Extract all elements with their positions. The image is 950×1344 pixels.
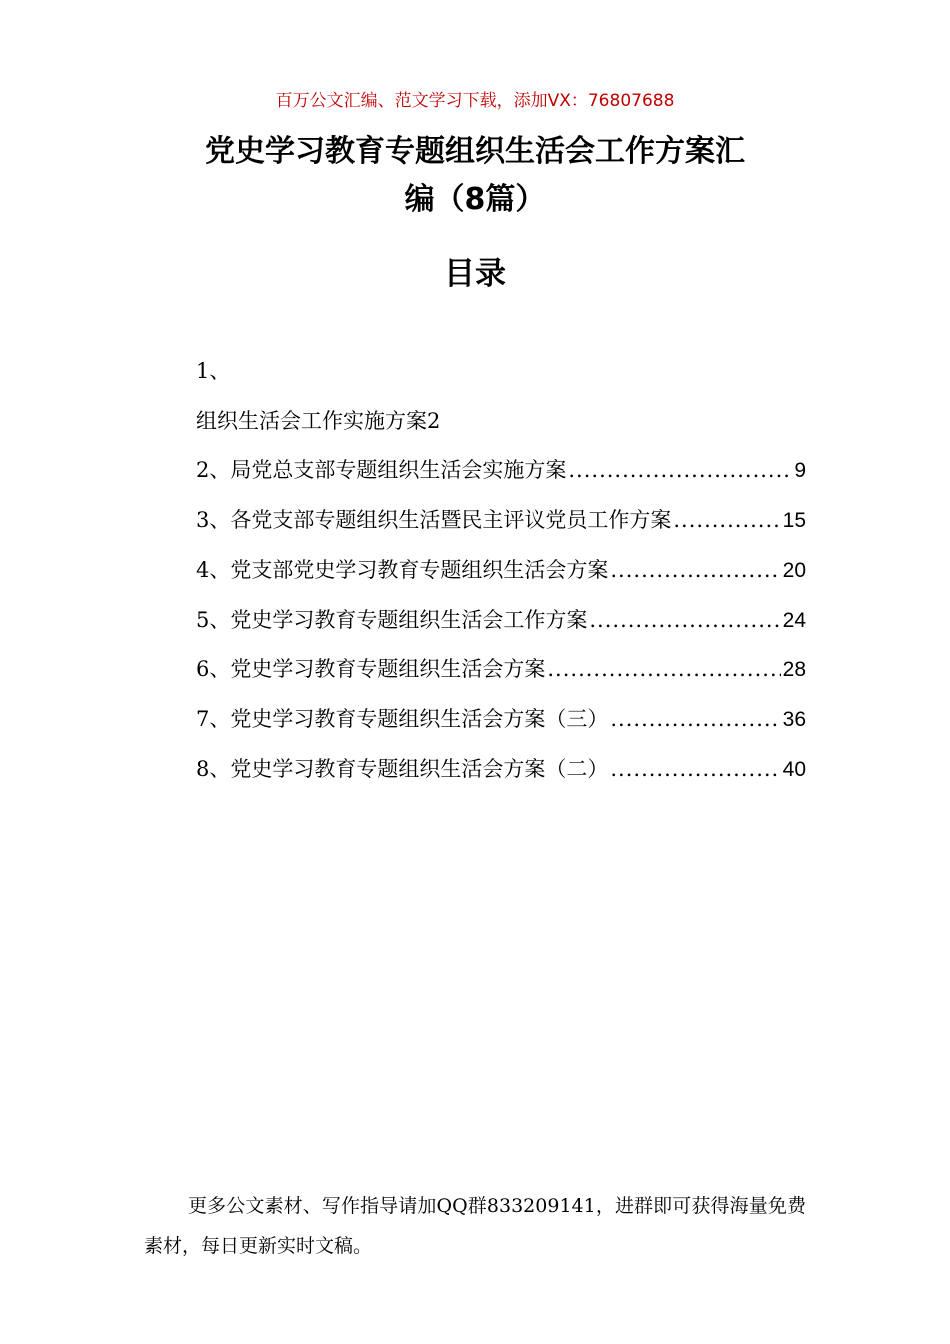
toc-item-number: 8、 <box>196 757 231 781</box>
toc-item-text: 党支部党史学习教育专题组织生活会方案 <box>230 558 609 582</box>
toc-item-number: 5、 <box>196 608 231 632</box>
toc-item-1-page: 2 <box>427 409 441 433</box>
toc-item-number: 2、 <box>196 458 231 482</box>
toc-item-page: 24 <box>782 609 806 632</box>
toc-item-6[interactable] <box>196 654 806 685</box>
toc-item-page: 15 <box>782 509 806 532</box>
toc-leader-dots <box>673 505 780 535</box>
toc-item-text: 党史学习教育专题组织生活会方案 <box>230 657 546 681</box>
footer-note: 更多公文素材、写作指导请加QQ群833209141，进群即可获得海量免费素材，每日更新实时文稿。 <box>144 1195 806 1257</box>
promo-banner: 百万公文汇编、范文学习下载，添加VX：76807688 <box>275 91 675 111</box>
document-title <box>150 128 800 224</box>
toc-item-page: 20 <box>782 559 806 582</box>
toc-item-text: 党史学习教育专题组织生活会方案（二） <box>230 757 609 781</box>
toc-leader-dots <box>589 605 780 635</box>
toc-item-text: 局党总支部专题组织生活会实施方案 <box>230 458 567 482</box>
toc-item-text: 各党支部专题组织生活暨民主评议党员工作方案 <box>230 508 672 532</box>
toc-leader-dots <box>568 455 792 485</box>
toc-item-3[interactable] <box>196 505 806 536</box>
toc-item-2[interactable] <box>196 455 806 486</box>
toc-item-number: 4、 <box>196 558 231 582</box>
toc-item-text: 党史学习教育专题组织生活会方案（三） <box>230 707 609 731</box>
toc-item-7[interactable] <box>196 704 806 735</box>
toc-item-1-number: 1、 <box>196 359 231 383</box>
toc-item-page: 28 <box>782 658 806 681</box>
title-line-1: 党史学习教育专题组织生活会工作方案汇 <box>205 134 745 169</box>
toc-item-text: 党史学习教育专题组织生活会工作方案 <box>230 608 588 632</box>
toc-leader-dots <box>610 555 780 585</box>
toc-item-8[interactable] <box>196 754 806 785</box>
toc-item-number: 3、 <box>196 508 231 532</box>
toc-item-4[interactable] <box>196 555 806 586</box>
toc-leader-dots <box>610 704 780 734</box>
toc-leader-dots <box>610 754 780 784</box>
toc-item-page: 9 <box>794 459 806 482</box>
toc-item-page: 40 <box>782 758 806 781</box>
toc-item-number: 6、 <box>196 657 231 681</box>
toc-item-5[interactable] <box>196 605 806 636</box>
title-line-2: 编（8篇） <box>404 182 546 217</box>
toc-heading: 目录 <box>444 256 506 292</box>
toc-leader-dots <box>547 654 780 684</box>
toc-item-1[interactable] <box>196 406 440 436</box>
toc-item-page: 36 <box>782 708 806 731</box>
toc-item-1-text: 组织生活会工作实施方案 <box>196 409 427 433</box>
toc-item-number: 7、 <box>196 707 231 731</box>
